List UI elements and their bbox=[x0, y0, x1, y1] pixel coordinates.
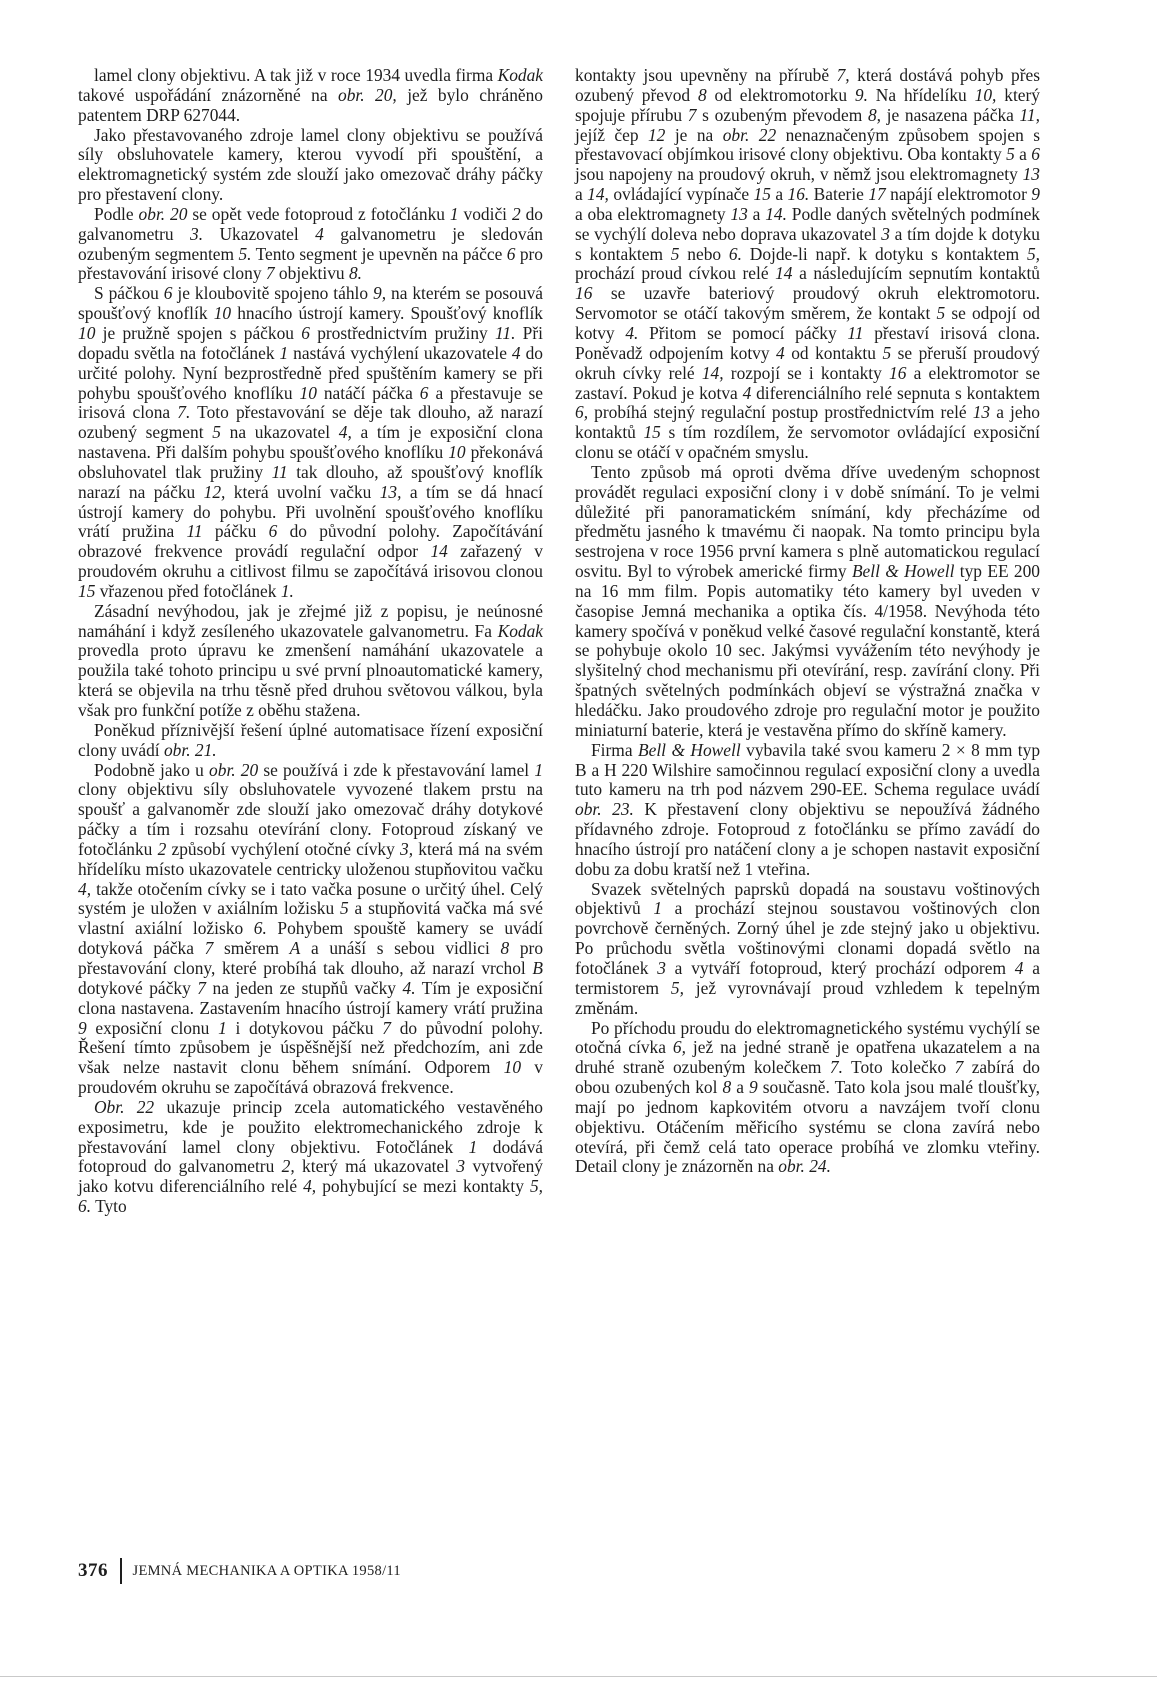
italic-reference: 3 bbox=[456, 1156, 466, 1177]
page-number: 376 bbox=[78, 1560, 108, 1581]
italic-reference: 5, bbox=[670, 977, 684, 998]
text-run: prochází proud cívkou relé bbox=[575, 263, 776, 284]
text-run: která dostává pohyb přes ozubený převod bbox=[575, 65, 1040, 105]
paragraph bbox=[78, 602, 543, 721]
italic-reference: 15 bbox=[753, 184, 771, 205]
italic-reference: Kodak bbox=[497, 65, 543, 85]
text-run: do určité polohy. Nyní bezprostředně před spuštěním kamery se při pohybu spoušťového knoflíku bbox=[78, 342, 543, 403]
text-run: současně. Tato kola jsou malé tloušťky, mají po jednom kapkovitém otvoru a navzájem tvoří clonu objektivu. Otáčením měřicího systému se clona zavírá nebo otevírá, při čemž celá tato operace probíhá ve zlomku vteřiny. Detail clony je znázorněn na bbox=[575, 1077, 1041, 1177]
paragraph bbox=[78, 761, 543, 1098]
text-run: pro přestavování irisové clony bbox=[78, 243, 544, 284]
text-run: a jeho kontaktů bbox=[575, 402, 1041, 443]
text-run: na jeden ze stupňů vačky bbox=[205, 977, 403, 998]
text-run: který má ukazovatel bbox=[294, 1156, 457, 1177]
italic-reference: 6, bbox=[672, 1037, 686, 1058]
paragraph bbox=[575, 66, 1040, 463]
text-run: a stupňovitá vačka má své vlastní axiální ložisko bbox=[78, 898, 543, 939]
italic-reference: 4 bbox=[511, 342, 521, 363]
text-run: Dojde-li např. k dotyku s kontaktem bbox=[741, 243, 1027, 264]
text-run: a bbox=[731, 1077, 749, 1098]
text-run: a tím je exposiční clona nastavena. Při dalším pohybu spoušťového knoflíku bbox=[78, 422, 543, 463]
italic-reference: 13 bbox=[972, 402, 991, 423]
italic-reference: 10 bbox=[299, 382, 317, 403]
italic-reference: 9 bbox=[78, 1017, 87, 1038]
text-run: a bbox=[1014, 144, 1032, 165]
italic-reference: 5 bbox=[670, 243, 680, 264]
paragraph bbox=[78, 66, 543, 126]
italic-reference: 2 bbox=[511, 203, 521, 224]
italic-reference: 1 bbox=[218, 1017, 227, 1038]
text-run: K přestavení clony objektivu se nepoužívá žádného přídavného zdroje. Fotoproud z fotočlánku se přímo zavádí do hnacího ústrojí pro natáčení clony a je schopen nastavit exposiční dobu za dobu kratší než 1 vteřina. bbox=[575, 799, 1040, 879]
text-run: Na hřídelíku bbox=[867, 84, 975, 105]
italic-reference: obr. 21. bbox=[163, 739, 217, 760]
italic-reference: 6 bbox=[268, 521, 278, 542]
italic-reference: 10 bbox=[78, 322, 96, 343]
italic-reference: 13 bbox=[1022, 164, 1040, 185]
text-run: Zásadní nevýhodou, jak je zřejmé již z popisu, je neúnosné namáhání i když zesíleného ukazovatele galvanometru. Fa bbox=[78, 600, 543, 641]
text-run: tak dlouho, až spoušťový knoflík narazí na páčku bbox=[78, 461, 543, 502]
text-run: lamel clony objektivu. A tak již v roce 1934 uvedla firma bbox=[94, 65, 498, 85]
text-run: jež vyrovnávají proud vzhledem k tepelným změnám. bbox=[575, 977, 1040, 1018]
italic-reference: obr. 20 bbox=[138, 203, 188, 224]
text-run: Podle daných světelných podmínek se vychýlí doleva nebo doprava ukazovatel bbox=[575, 203, 1040, 244]
text-run: je pružně spojen s páčkou bbox=[95, 322, 302, 343]
italic-reference: 1 bbox=[653, 898, 663, 919]
italic-reference: obr. 20, bbox=[338, 84, 397, 105]
italic-reference: obr. 22 bbox=[722, 124, 777, 145]
italic-reference: 5 bbox=[882, 342, 892, 363]
text-run: Poněkud příznivější řešení úplné automatisace řízení exposiční clony uvádí bbox=[78, 719, 543, 760]
italic-reference: 7 bbox=[382, 1017, 391, 1038]
italic-reference: 4 bbox=[742, 382, 752, 403]
italic-reference: Bell & Howell bbox=[638, 739, 741, 760]
text-run: Tento způsob má oproti dvěma dříve uvedeným schopnost provádět regulaci exposiční clony i v době snímání. To je velmi důležité při panoramatickém snímání, kdy přecházíme od předmětu jasného k tmavému či naopak. Na tomto principu byla sestrojena v roce 1956 první kamera s plně automatickou regulací osvitu. Byl to výrobek americké firmy bbox=[575, 461, 1040, 582]
text-run: dotykové páčky bbox=[78, 977, 198, 998]
text-run: Jako přestavovaného zdroje lamel clony objektivu se používá síly obsluhovatele kamery, kterou vyvodí při spouštění, a elektromagnetický systém zde slouží jako omezovač dráhy páčky pro přestavení clony. bbox=[78, 124, 543, 205]
text-run: Pohybem spouště kamery se uvádí dotyková páčka bbox=[78, 918, 543, 959]
text-run: Toto přestavování se děje tak dlouho, až narazí ozubený segment bbox=[78, 402, 543, 443]
text-run: je kloubovitě spojeno táhlo bbox=[172, 283, 374, 304]
text-run: od elektromotorku bbox=[706, 84, 855, 105]
italic-reference: Obr. 22 bbox=[94, 1096, 155, 1117]
italic-reference: 5 bbox=[1006, 144, 1015, 165]
text-run: a elektromotor se zastaví. Pokud je kotva bbox=[575, 362, 1040, 403]
text-run: vodiči bbox=[458, 203, 512, 224]
text-run: diferenciálního relé sepnuta s kontaktem bbox=[751, 382, 1040, 403]
italic-reference: 9, bbox=[373, 283, 387, 304]
paragraph bbox=[78, 205, 543, 284]
text-run: pohybující se mezi kontakty bbox=[316, 1176, 530, 1197]
italic-reference: 6 bbox=[1031, 144, 1040, 165]
text-run: dodává fotoproud do galvanometru bbox=[78, 1136, 543, 1177]
page-footer bbox=[78, 1558, 401, 1584]
paragraph bbox=[78, 126, 543, 205]
italic-reference: 3. bbox=[190, 223, 204, 244]
text-run: nenaznačeným způsobem spojen s přestavovací objímkou irisové clony objektivu. Oba kontakty bbox=[575, 124, 1040, 165]
text-run: hnacího ústrojí kamery. Spoušťový knoflík bbox=[231, 303, 543, 324]
italic-reference: 7. bbox=[829, 1057, 843, 1078]
footer-divider bbox=[120, 1558, 122, 1584]
text-run: do původní polohy. Řešení tímto způsobem je úspěšnější než předchozím, ani zde však nelze nastavit clonu během snímání. Odporem bbox=[78, 1017, 543, 1078]
italic-reference: 14 bbox=[430, 541, 448, 562]
text-run: na kterém se posouvá spoušťový knoflík bbox=[78, 283, 543, 324]
italic-reference: 8 bbox=[697, 84, 707, 105]
italic-reference: 14, bbox=[701, 362, 724, 383]
italic-reference: 9 bbox=[1031, 184, 1040, 205]
italic-reference: B bbox=[532, 957, 543, 978]
paragraph bbox=[575, 1019, 1040, 1178]
text-run: a termistorem bbox=[575, 957, 1040, 998]
italic-reference: 1. bbox=[280, 580, 294, 601]
italic-reference: 11 bbox=[186, 521, 203, 542]
italic-reference: 5 bbox=[339, 898, 349, 919]
text-run: a následujícím sepnutím kontaktů bbox=[792, 263, 1040, 284]
italic-reference: 7 bbox=[687, 104, 697, 125]
italic-reference: 6 bbox=[419, 382, 429, 403]
italic-reference: 16. bbox=[787, 184, 810, 205]
text-run: rozpojí se i kontakty bbox=[723, 362, 889, 383]
italic-reference: 4, bbox=[78, 878, 92, 899]
text-run: clony objektivu síly obsluhovatele vyvozené tlakem prstu na spoušť a galvanoměr zde slouží jako omezovač dráhy dotykové páčky a tím i rozsahu otevírání clony. Fotoproud získaný ve fotočlánku bbox=[78, 779, 543, 859]
paragraph bbox=[575, 741, 1040, 880]
italic-reference: 5. bbox=[238, 243, 252, 264]
italic-reference: 12 bbox=[647, 124, 666, 145]
text-run: prostřednictvím pružiny bbox=[309, 322, 495, 343]
italic-reference: 11 bbox=[847, 322, 864, 343]
italic-reference: 4, bbox=[303, 1176, 317, 1197]
text-run: způsobí vychýlení otočné cívky bbox=[166, 838, 400, 859]
text-run: pro přestavování clony, které probíhá tak dlouho, až narazí vrchol bbox=[78, 938, 544, 978]
italic-reference: 7, bbox=[836, 65, 850, 85]
text-run: Firma bbox=[591, 739, 638, 760]
text-run: jež na jedné straně je opatřena ukazatelem a na druhé straně ozubeným kolečkem bbox=[575, 1037, 1040, 1078]
text-run: a přestavuje se irisová clona bbox=[78, 382, 544, 423]
text-run: překonává obsluhovatel tlak pružiny bbox=[78, 442, 543, 482]
text-run: galvanometru je sledován ozubeným segmentem bbox=[78, 223, 543, 264]
text-run: napájí elektromotor bbox=[885, 184, 1032, 205]
italic-reference: 14 bbox=[775, 263, 793, 284]
italic-reference: 15 bbox=[78, 580, 96, 601]
text-run: takže otočením cívky se i tato vačka posune o určitý úhel. Celý systém je uložen v axiálním ložisku bbox=[78, 878, 543, 919]
italic-reference: 12, bbox=[203, 481, 226, 502]
text-run: se používá i zde k přestavování lamel bbox=[258, 759, 535, 780]
text-run: s tím rozdílem, že servomotor ovládající exposiční clonu se otáčí v opačném smyslu. bbox=[575, 422, 1040, 463]
italic-reference: 2, bbox=[281, 1156, 295, 1177]
italic-reference: 5, 6. bbox=[78, 1176, 543, 1217]
italic-reference: Kodak bbox=[497, 620, 543, 641]
text-run: Tím je exposiční clona nastavena. Zastavením hnacího ústrojí kamery vrátí pružina bbox=[78, 977, 543, 1018]
text-run: do galvanometru bbox=[78, 203, 543, 244]
italic-reference: 8. bbox=[348, 263, 363, 284]
italic-reference: 8 bbox=[500, 938, 510, 959]
italic-reference: 14. bbox=[765, 203, 787, 224]
italic-reference: 1 bbox=[449, 203, 459, 224]
italic-reference: 6. bbox=[253, 918, 267, 939]
italic-reference: 8 bbox=[722, 1077, 732, 1098]
italic-reference: 16 bbox=[575, 283, 593, 304]
text-run: která uvolní vačku bbox=[225, 481, 380, 502]
text-run: Podobně jako u bbox=[94, 759, 210, 780]
journal-title: JEMNÁ MECHANIKA A OPTIKA 1958/11 bbox=[132, 1562, 401, 1579]
italic-reference: 7 bbox=[954, 1057, 964, 1078]
text-run: takové uspořádání znázorněné na bbox=[78, 84, 338, 105]
text-run: jež bylo chráněno patentem DRP 627044. bbox=[78, 84, 543, 125]
text-run: natáčí páčka bbox=[316, 382, 420, 403]
paragraph bbox=[78, 284, 543, 602]
italic-reference: 5 bbox=[212, 422, 221, 443]
italic-reference: 5 bbox=[936, 303, 946, 324]
right-text-column bbox=[575, 66, 1040, 1177]
text-run: Baterie bbox=[809, 184, 869, 205]
italic-reference: 3 bbox=[657, 957, 666, 978]
italic-reference: 13 bbox=[730, 203, 748, 224]
italic-reference: 8, bbox=[867, 104, 881, 125]
text-run: nebo bbox=[679, 243, 729, 264]
italic-reference: 2 bbox=[157, 838, 167, 859]
italic-reference: 4 bbox=[776, 342, 785, 363]
text-run: zabírá do obou ozubených kol bbox=[575, 1057, 1040, 1098]
italic-reference: 11 bbox=[271, 461, 288, 482]
italic-reference: 9. bbox=[854, 84, 868, 105]
text-run: který spojuje přírubu bbox=[575, 84, 1040, 125]
italic-reference: 6 bbox=[163, 283, 173, 304]
italic-reference: 1 bbox=[468, 1136, 478, 1157]
text-run: nastává vychýlení ukazovatele bbox=[288, 342, 512, 363]
text-run: typ EE 200 na 16 mm film. Popis automatiky této kamery byl uveden v časopise Jemná mechanika a optika čís. 4/1958. Nevýhoda této kamery spočívá v poněkud velké časové regulační konstantě, která se pohybuje okolo 10 sec. Jakýmsi vyvážením této nevýhody je slyšitelný chod mechanismu při otevírání, resp. zavírání clony. Při špatných světelných podmínkách objeví se výstražná značka v hledáčku. Jako proudového zdroje pro regulační motor je použito miniaturní baterie, která je vestavěna přímo do skříně kamery. bbox=[575, 561, 1040, 740]
italic-reference: 1 bbox=[534, 759, 544, 780]
text-run: S páčkou bbox=[94, 283, 164, 304]
text-run: a tím se dá hnací ústrojí kamery do pohybu. Při uvolnění spoušťového knoflíku vrátí pružina bbox=[78, 481, 543, 542]
text-run: probíhá stejný regulační postup prostřednictvím relé bbox=[588, 402, 973, 423]
text-run: se uzavře bateriový proudový okruh elektromotoru. Servomotor se otáčí takovým směrem, že kontakt bbox=[575, 283, 1040, 324]
italic-reference: 6 bbox=[506, 243, 516, 264]
text-run: Toto kolečko bbox=[842, 1057, 955, 1078]
italic-reference: 4, bbox=[338, 422, 352, 443]
text-run: a bbox=[575, 184, 588, 205]
italic-reference: 7. bbox=[177, 402, 191, 423]
text-run: s ozubeným převodem bbox=[696, 104, 868, 125]
italic-reference: Bell & Howell bbox=[851, 561, 955, 582]
text-run: a prochází stejnou soustavou voštinových clon povrchově černěných. Zorný úhel je zde stejný jako u objektivu. Po průchodu světla voštinovými clonami dopadá světlo na fotočlánek bbox=[575, 898, 1040, 978]
text-run: od kontaktu bbox=[784, 342, 883, 363]
scan-edge-line bbox=[0, 1676, 1157, 1677]
text-run: a vytváří fotoproud, který prochází odporem bbox=[665, 957, 1015, 978]
italic-reference: obr. 24. bbox=[778, 1156, 831, 1177]
italic-reference: 10 bbox=[448, 442, 466, 463]
italic-reference: 16 bbox=[889, 362, 907, 383]
text-run: jsou napojeny na proudový okruh, v němž jsou elektromagnety bbox=[575, 164, 1023, 185]
italic-reference: 4 bbox=[315, 223, 324, 244]
italic-reference: 14, bbox=[587, 184, 609, 205]
text-run: a bbox=[747, 203, 766, 224]
italic-reference: 5, bbox=[1026, 243, 1040, 264]
italic-reference: 13, bbox=[379, 481, 402, 502]
text-run: se přeruší proudový okruh cívky relé bbox=[575, 342, 1041, 383]
text-run: objektivu bbox=[274, 263, 349, 284]
text-run: směrem bbox=[213, 938, 290, 959]
italic-reference: 9 bbox=[748, 1077, 758, 1098]
text-run: Svazek světelných paprsků dopadá na soustavu voštinových objektivů bbox=[575, 878, 1040, 919]
text-run: Tento segment je upevněn na páčce bbox=[251, 243, 507, 264]
text-run: vytvořený jako kotvu diferenciálního relé bbox=[78, 1156, 543, 1197]
text-run: a oba elektromagnety bbox=[575, 203, 731, 224]
text-run: vřazenou před fotočlánek bbox=[95, 580, 281, 601]
paragraph bbox=[78, 721, 543, 761]
text-run: exposiční clonu bbox=[86, 1017, 219, 1038]
text-run: v proudovém okruhu se započítává obrazová frekvence. bbox=[78, 1057, 543, 1098]
italic-reference: 6 bbox=[301, 322, 310, 343]
text-run: vybavila také svou kameru 2 × 8 mm typ B a H 220 Wilshire samočinnou regulací exposiční clony a uvedla tuto kameru na trh pod názvem 290-EE. Schema regulace uvádí bbox=[575, 739, 1041, 800]
italic-reference: 7 bbox=[197, 977, 206, 998]
text-run: se opět vede fotoproud z fotočlánku bbox=[187, 203, 450, 224]
italic-reference: 11, bbox=[1019, 104, 1040, 125]
italic-reference: 6, bbox=[575, 402, 589, 423]
text-run: zařazený v proudovém okruhu a citlivost filmu se započítává irisovou clonou bbox=[78, 541, 544, 582]
text-run: a unáší s sebou vidlici bbox=[300, 938, 501, 959]
italic-reference: 3, bbox=[400, 838, 414, 859]
italic-reference: 10 bbox=[213, 303, 232, 324]
text-run: a tím dojde k dotyku s kontaktem bbox=[575, 223, 1040, 264]
italic-reference: 6. bbox=[728, 243, 742, 264]
text-run: se odpojí od kotvy bbox=[575, 303, 1040, 343]
text-run: kontakty jsou upevněny na přírubě bbox=[575, 65, 837, 85]
italic-reference: obr. 20 bbox=[209, 759, 259, 780]
paragraph bbox=[575, 463, 1040, 741]
italic-reference: 4 bbox=[1014, 957, 1024, 978]
left-text-column bbox=[78, 66, 543, 1217]
text-run: která má na svém hřídelíku místo ukazovatele centricky uloženou stupňovitou vačku bbox=[78, 838, 543, 879]
italic-reference: 1 bbox=[279, 342, 289, 363]
text-run: Tyto bbox=[91, 1196, 127, 1217]
text-run: jejíž čep bbox=[575, 124, 648, 145]
italic-reference: 15 bbox=[643, 422, 661, 443]
italic-reference: 10, bbox=[974, 84, 997, 105]
text-run: i dotykovou páčku bbox=[226, 1017, 383, 1038]
text-run: Podle bbox=[94, 203, 139, 224]
text-run: ovládající vypínače bbox=[608, 184, 754, 205]
text-run: Po příchodu proudu do elektromagnetického systému vychýlí se otočná cívka bbox=[575, 1017, 1040, 1058]
italic-reference: obr. 23. bbox=[575, 799, 634, 820]
text-run: páčku bbox=[202, 521, 269, 542]
italic-reference: A bbox=[289, 938, 301, 959]
paragraph bbox=[575, 880, 1040, 1019]
text-run: je na bbox=[665, 124, 723, 145]
italic-reference: 7 bbox=[265, 263, 275, 284]
italic-reference: 11. bbox=[494, 322, 516, 343]
text-run: provedla proto úpravu ke zmenšení namáhání ukazovatele a použila také tohoto principu u své první plnoautomatické kamery, která se objevila na trhu těsně před druhou světovou válkou, byla však pro funkční potíže z oběhu stažena. bbox=[78, 640, 543, 720]
text-run: Přitom se pomocí páčky bbox=[638, 322, 848, 343]
text-run: ukazuje princip zcela automatického vestavěného exposimetru, kde je použito elektromechanického zdroje k přestavování lamel clony objektivu. Fotočlánek bbox=[78, 1096, 543, 1157]
text-run: je nasazena páčka bbox=[880, 104, 1020, 125]
italic-reference: 3 bbox=[881, 223, 890, 244]
text-run: Při dopadu světla na fotočlánek bbox=[78, 322, 543, 363]
text-run: přestaví irisová clona. Poněvadž odpojením kotvy bbox=[575, 322, 1041, 363]
text-run: do původní polohy. Započítávání obrazové frekvence provádí regulační odpor bbox=[78, 521, 543, 562]
text-run: na ukazovatel bbox=[220, 422, 339, 443]
italic-reference: 4. bbox=[625, 322, 639, 343]
italic-reference: 17 bbox=[868, 184, 886, 205]
text-run: Ukazovatel bbox=[203, 223, 316, 244]
text-run: a bbox=[770, 184, 788, 205]
italic-reference: 7 bbox=[204, 938, 214, 959]
italic-reference: 10 bbox=[503, 1057, 522, 1078]
italic-reference: 4. bbox=[402, 977, 416, 998]
paragraph bbox=[78, 1098, 543, 1217]
